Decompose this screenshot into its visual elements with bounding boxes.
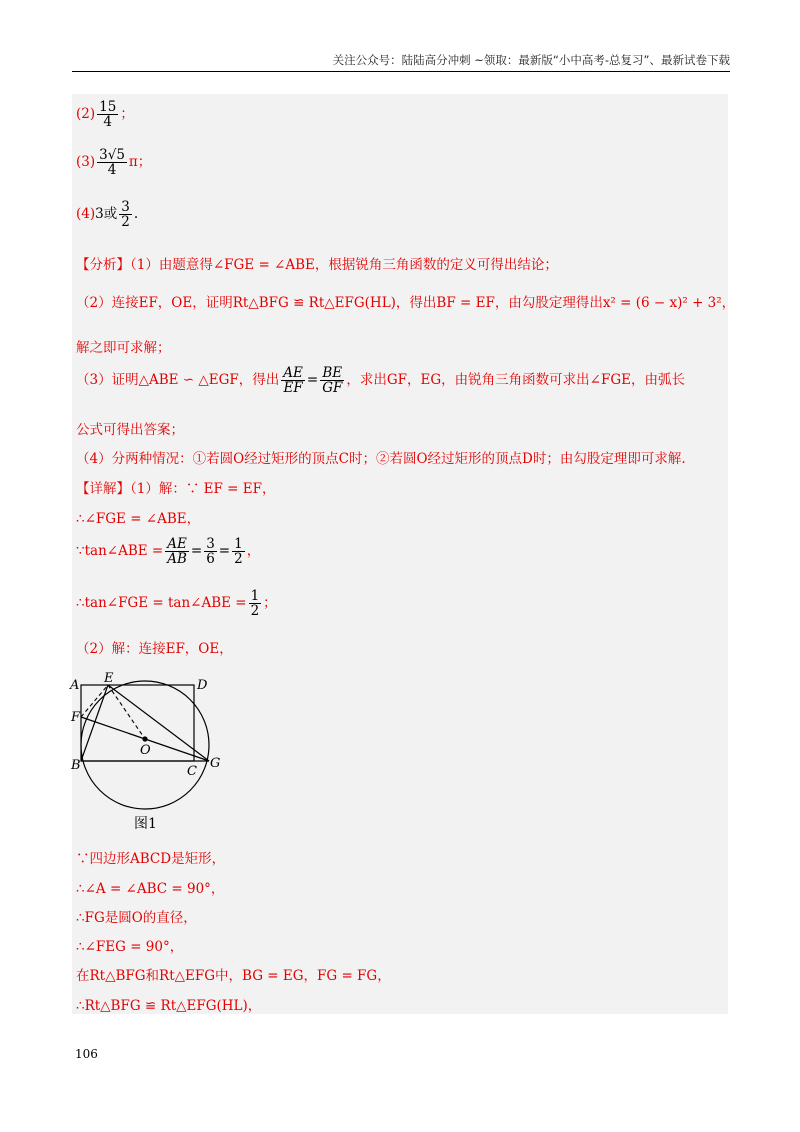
fraction-denominator: EF xyxy=(283,380,303,397)
label-c: C xyxy=(187,764,197,779)
proof-line-5: 在Rt△BFG和Rt△EFG中，BG = EG，FG = FG， xyxy=(76,968,391,984)
answer-3-denominator: 4 xyxy=(107,162,117,179)
equals-sign: = xyxy=(190,543,203,560)
answer-3-numerator: 3√5 xyxy=(99,147,125,163)
answer-2-denominator: 4 xyxy=(103,114,113,131)
label-b: B xyxy=(71,758,81,773)
fraction-denominator: 2 xyxy=(250,603,260,620)
answer-2 xyxy=(76,100,134,129)
answer-4-numerator: 3 xyxy=(121,199,130,215)
detail-fraction-3-6 xyxy=(204,537,217,566)
fraction-numerator: BE xyxy=(320,366,344,381)
analysis-fraction-ae-ef xyxy=(281,366,305,395)
answer-4-suffix: . xyxy=(133,206,139,223)
detail-line-4 xyxy=(76,589,277,618)
figure-caption: 图1 xyxy=(134,816,157,832)
answer-4-fraction xyxy=(119,200,132,229)
analysis-line-2: （2）连接EF，OE，证明Rt△BFG ≌ Rt△EFG(HL)，得出BF = EF，由勾股定理得出x² = (6 − x)² + 3²， xyxy=(76,295,736,311)
fraction-denominator: GF xyxy=(322,380,343,397)
label-o: O xyxy=(140,743,151,758)
page-header: 关注公众号：陆陆高分冲刺 ~领取：最新版“小中高考-总复习”、最新试卷下载 xyxy=(332,53,730,67)
fraction-denominator: 2 xyxy=(234,551,243,568)
answer-2-numerator: 15 xyxy=(99,99,117,115)
header-rule xyxy=(72,71,730,72)
fraction-numerator: 1 xyxy=(234,536,243,552)
analysis-line-6: （4）分两种情况：①若圆O经过矩形的顶点C时；②若圆O经过矩形的顶点D时；由勾股定理即可求解. xyxy=(76,451,686,467)
answer-4-denominator: 2 xyxy=(121,214,130,231)
fraction-numerator: 1 xyxy=(250,588,260,604)
answer-3 xyxy=(76,148,151,177)
label-f: F xyxy=(71,710,81,725)
analysis-line-5: 公式可得出答案； xyxy=(76,422,184,438)
detail-fraction-1-2 xyxy=(232,537,245,566)
proof-line-6: ∴Rt△BFG ≌ Rt△EFG(HL)， xyxy=(76,998,262,1014)
answer-2-label: (2) xyxy=(76,106,96,123)
page-number: 106 xyxy=(75,1047,98,1061)
detail-fraction-1-2 xyxy=(249,589,262,618)
fraction-denominator: 6 xyxy=(206,551,215,568)
detail-line-2: ∴∠FGE = ∠ABE， xyxy=(76,511,201,527)
answer-2-fraction xyxy=(97,100,118,129)
label-a: A xyxy=(70,678,80,693)
analysis-fraction-be-gf xyxy=(320,366,344,395)
detail-line-4-end: ； xyxy=(263,595,277,612)
answer-3-fraction xyxy=(97,148,127,177)
proof-line-1: ∵四边形ABCD是矩形， xyxy=(76,851,226,867)
label-g: G xyxy=(210,756,221,771)
label-e: E xyxy=(104,671,114,686)
detail-fraction-ae-ab xyxy=(165,537,189,566)
analysis-line-4-start: （3）证明△ABE ∽ △EGF，得出 xyxy=(76,372,280,389)
answer-4 xyxy=(76,200,138,229)
segment-fe xyxy=(81,685,108,717)
answer-3-label: (3) xyxy=(76,154,96,171)
analysis-line-4 xyxy=(76,366,685,395)
proof-line-4: ∴∠FEG = 90°， xyxy=(76,939,184,955)
equals-sign: = xyxy=(306,372,319,389)
answer-2-suffix: ； xyxy=(120,106,134,123)
center-point-o xyxy=(142,736,147,741)
proof-line-2: ∴∠A = ∠ABC = 90°， xyxy=(76,881,225,897)
proof-line-3: ∴FG是圆O的直径， xyxy=(76,910,197,926)
detail-line-1: 【详解】（1）解：∵ EF = EF， xyxy=(76,481,276,497)
fraction-numerator: 3 xyxy=(206,536,215,552)
analysis-line-4-end: ，求出GF，EG，由锐角三角函数可求出∠FGE，由弧长 xyxy=(346,372,685,389)
detail-line-4-start: ∴tan∠FGE = tan∠ABE = xyxy=(76,595,247,612)
label-d: D xyxy=(197,678,208,693)
analysis-line-3: 解之即可求解； xyxy=(76,340,171,356)
detail-line-5: （2）解：连接EF，OE， xyxy=(76,641,233,657)
geometry-figure xyxy=(68,668,238,818)
answer-3-suffix: π； xyxy=(128,154,152,171)
segment-eo xyxy=(108,685,145,739)
answer-4-label: (4) xyxy=(76,206,96,223)
analysis-line-1: 【分析】（1）由题意得∠FGE = ∠ABE，根据锐角三角函数的定义可得出结论； xyxy=(76,257,558,273)
equals-sign: = xyxy=(218,543,231,560)
fraction-numerator: AE xyxy=(165,537,189,552)
fraction-numerator: AE xyxy=(283,365,303,381)
answer-4-text: 3或 xyxy=(95,206,118,223)
detail-line-3-end: ， xyxy=(246,543,261,560)
detail-line-3-start: ∵tan∠ABE = xyxy=(76,543,164,560)
fraction-denominator: AB xyxy=(167,551,187,568)
detail-line-3 xyxy=(76,537,260,566)
